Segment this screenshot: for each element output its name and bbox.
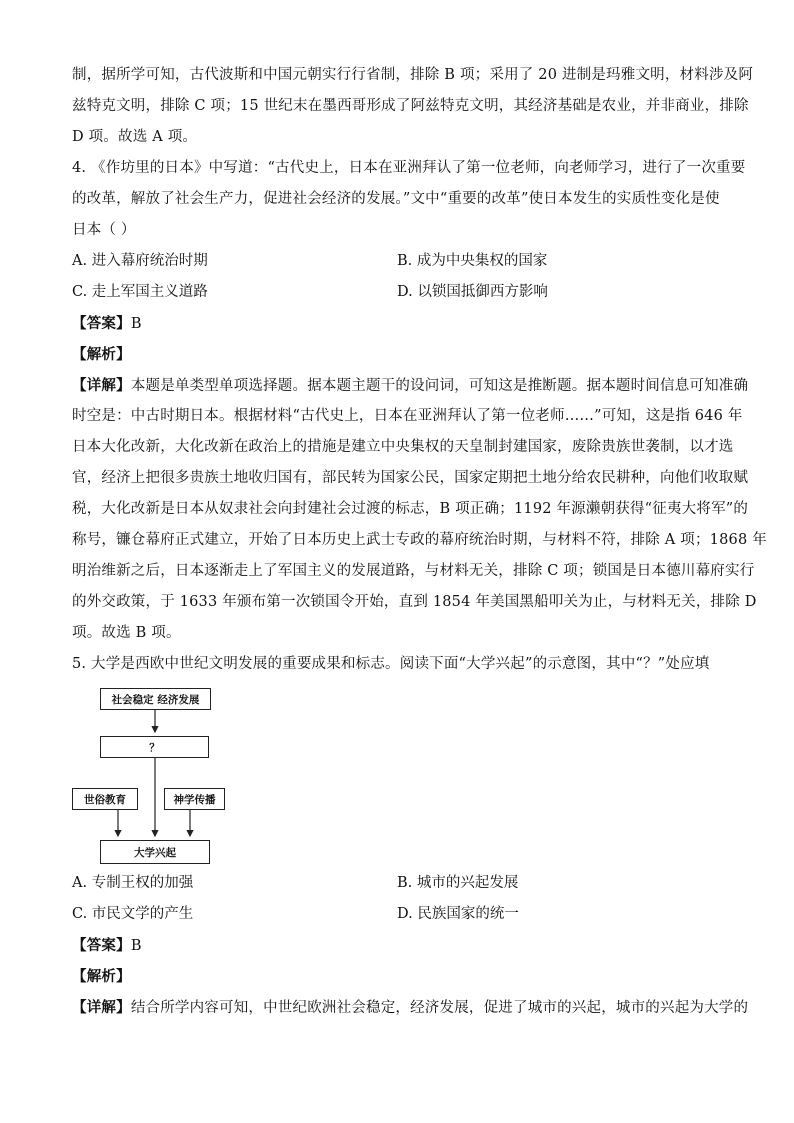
detail-text: 本题是单类型单项选择题。据本题主题干的设问词，可知这是推断题。据本题时间信息可知准确	[130, 378, 749, 394]
text-line: 兹特克文明，排除 C 项；15 世纪末在墨西哥形成了阿兹特克文明，其经济基础是农业，并非商业，排除	[72, 98, 749, 114]
option-d: D. 民族国家的统一	[397, 906, 519, 922]
detail-line: 官，经济上把很多贵族土地收归国有，部民转为国家公民，国家定期把土地分给农民耕种，向他们收取赋	[72, 470, 749, 486]
question-stem-line: 4. 《作坊里的日本》中写道：“古代史上，日本在亚洲拜认了第一位老师，向老师学习，进行了一次重要	[72, 160, 746, 176]
answer-value: B	[130, 316, 142, 332]
detail-line: 称号，镰仓幕府正式建立，开始了日本历史上武士专政的幕府统治时期，与材料不符，排除 A 项；1868 年	[72, 532, 767, 548]
text-line: 制，据所学可知，古代波斯和中国元朝实行行省制，排除 B 项；采用了 20 进制是玛雅文明，材料涉及阿	[72, 67, 754, 83]
detail-line	[72, 370, 749, 401]
option-c: C. 走上军国主义道路	[72, 284, 208, 300]
answer-tag: 【答案】	[72, 315, 131, 332]
options-row	[72, 246, 722, 277]
detail-line: 的外交政策，于 1633 年颁布第一次锁国令开始，直到 1854 年美国黑船叩关为止，与材料无关，排除 D	[72, 594, 757, 610]
question-stem-line: 的改革，解放了社会生产力，促进社会经济的发展。”文中“重要的改革”使日本发生的实质性变化是使	[72, 191, 720, 207]
detail-tag: 【详解】	[72, 377, 131, 394]
diagram-arrows	[72, 688, 232, 864]
analysis-tag: 【解析】	[72, 968, 131, 985]
answer-line	[72, 308, 722, 339]
question-stem-line: 5. 大学是西欧中世纪文明发展的重要成果和标志。阅读下面“大学兴起”的示意图，其中“？”处应填	[72, 656, 710, 672]
q3-explanation-continuation	[72, 60, 754, 153]
detail-tag: 【详解】	[72, 999, 131, 1016]
option-a: A. 进入幕府统治时期	[72, 253, 208, 269]
diagram-left-box: 世俗教育	[72, 788, 138, 810]
document-page	[72, 60, 767, 1023]
option-d: D. 以锁国抵御西方影响	[397, 284, 548, 300]
options-row	[72, 868, 722, 899]
detail-line: 时空是：中古时期日本。根据材料“古代史上，日本在亚洲拜认了第一位老师……”可知，这是指 646 年	[72, 408, 743, 424]
detail-line: 明治维新之后，日本逐渐走上了军国主义的发展道路，与材料无关，排除 C 项；锁国是日本德川幕府实行	[72, 563, 755, 579]
option-c: C. 市民文学的产生	[72, 906, 194, 922]
answer-value: B	[130, 938, 142, 954]
answer-line	[72, 930, 722, 961]
analysis-line	[72, 961, 722, 992]
options-row	[72, 277, 722, 308]
detail-line	[72, 992, 749, 1023]
diagram-middle-box: ？	[100, 736, 209, 758]
diagram-top-box: 社会稳定 经济发展	[100, 688, 211, 710]
text-line: D 项。故选 A 项。	[72, 129, 198, 145]
diagram-right-box: 神学传播	[164, 788, 225, 810]
detail-text: 结合所学内容可知，中世纪欧洲社会稳定，经济发展，促进了城市的兴起，城市的兴起为大学的	[130, 1000, 749, 1016]
analysis-line	[72, 339, 722, 370]
detail-line: 项。故选 B 项。	[72, 625, 181, 641]
analysis-tag: 【解析】	[72, 346, 131, 363]
question-4	[72, 153, 767, 649]
question-stem-line: 日本（ ）	[72, 222, 136, 238]
diagram-bottom-box: 大学兴起	[100, 840, 210, 864]
option-b: B. 成为中央集权的国家	[397, 253, 548, 269]
option-b: B. 城市的兴起发展	[397, 875, 519, 891]
question-5	[72, 649, 749, 1023]
university-rise-diagram	[72, 688, 232, 864]
answer-tag: 【答案】	[72, 937, 131, 954]
options-row	[72, 899, 722, 930]
detail-line: 税，大化改新是日本从奴隶社会向封建社会过渡的标志，B 项正确；1192 年源濑朝获得“征夷大将军”的	[72, 501, 749, 517]
option-a: A. 专制王权的加强	[72, 875, 194, 891]
detail-line: 日本大化改新，大化改新在政治上的措施是建立中央集权的天皇制封建国家，废除贵族世袭制，以才选	[72, 439, 734, 455]
